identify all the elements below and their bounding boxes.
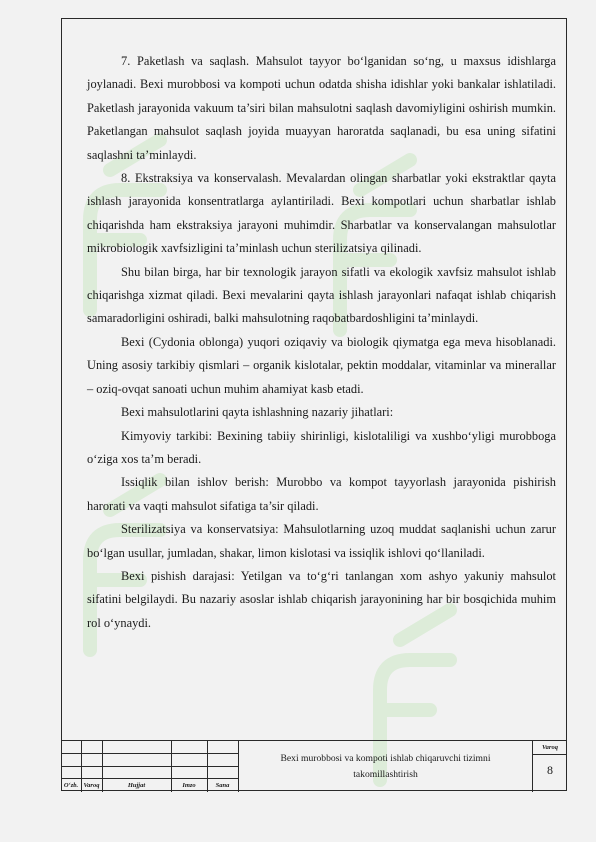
paragraph: Shu bilan birga, har bir texnologik jarayon sifatli va ekologik xavfsiz mahsulot ishlab chiqarishga xizmat qiladi. Bexi mevalarini qayta ishlash jarayonlari nafaqat ishlab chiqarish samaradorligini oshiradi, balki mahsulotning raqobatbardoshligini ta’minlaydi. [87,264,556,326]
header-hujjat: Hujjat [127,782,146,789]
header-imzo: Imzo [182,782,196,789]
revision-grid [61,741,238,792]
page-number: 8 [547,763,553,777]
paragraph: 7. Paketlash va saqlash. Mahsulot tayyor bo‘lganidan so‘ng, u maxsus idishlarga joylanadi. Bexi murobbosi va kompoti uchun odatda shisha idishlar yoki bankalar ishlatiladi. Paketlash jarayonida vakuum ta’siri bilan mahsulotni saqlash davomiyligini oshirish mumkin. Paketlangan mahsulot saqlash joyida muayyan haroratda saqlanadi, bu esa uning sifatini saqlashni ta’minlaydi. [87,54,556,162]
header-varoq: Varoq [83,782,100,789]
header-uzb: O‘zb. [63,782,79,789]
document-body [87,50,556,635]
paragraph: Bexi mahsulotlarini qayta ishlashning nazariy jihatlari: [121,405,394,420]
header-sana: Sana [215,782,230,789]
paragraph: Sterilizatsiya va konservatsiya: Mahsulotlarning uzoq muddat saqlanishi uchun zarur bo‘lgan usullar, jumladan, shakar, limon kislotasi va issiqlik ishlovi qo‘llaniladi. [87,522,556,560]
paragraph: Bexi pishish darajasi: Yetilgan va to‘g‘ri tanlangan xom ashyo yakuniy mahsulot sifatini belgilaydi. Bu nazariy asoslar ishlab chiqarish jarayonining har bir bosqichida muhim rol o‘ynaydi. [87,568,556,630]
paragraph: 8. Ekstraksiya va konservalash. Mevalardan olingan sharbatlar yoki ekstraktlar qayta ishlash jarayonida konsentratlarga aylantiriladi. Bexi kompotlari uchun sharbatlar ishlab chiqarishda ham ekstraksiya jarayoni muhimdir. Sharbatlar va konservalangan mahsulotlar mikrobiologik xavfsizligini ta’minlash uchun sterilizatsiya qilinadi. [87,171,556,256]
page-cell [533,741,567,792]
document-title [238,741,533,792]
document-title-text: Bexi murobbosi va kompoti ishlab chiqaruvchi tizimni takomillashtirish [280,752,491,780]
title-block [61,740,567,791]
paragraph: Issiqlik bilan ishlov berish: Murobbo va kompot tayyorlash jarayonida pishirish harorati va vaqti mahsulot sifatiga ta’sir qiladi. [87,475,556,513]
paragraph: Bexi (Cydonia oblonga) yuqori oziqaviy va biologik qiymatga ega meva hisoblanadi. Uning asosiy tarkibiy qismlari – organik kislotalar, pektin moddalar, vitaminlar va minerallar – oziq-ovqat sanoati uchun muhim ahamiyat kasb etadi. [87,334,556,396]
paragraph: Kimyoviy tarkibi: Bexining tabiiy shirinligi, kislotaliligi va xushbo‘yligi murobboga o‘ziga xos ta’m beradi. [87,428,556,466]
page-label: Varoq [533,741,567,755]
